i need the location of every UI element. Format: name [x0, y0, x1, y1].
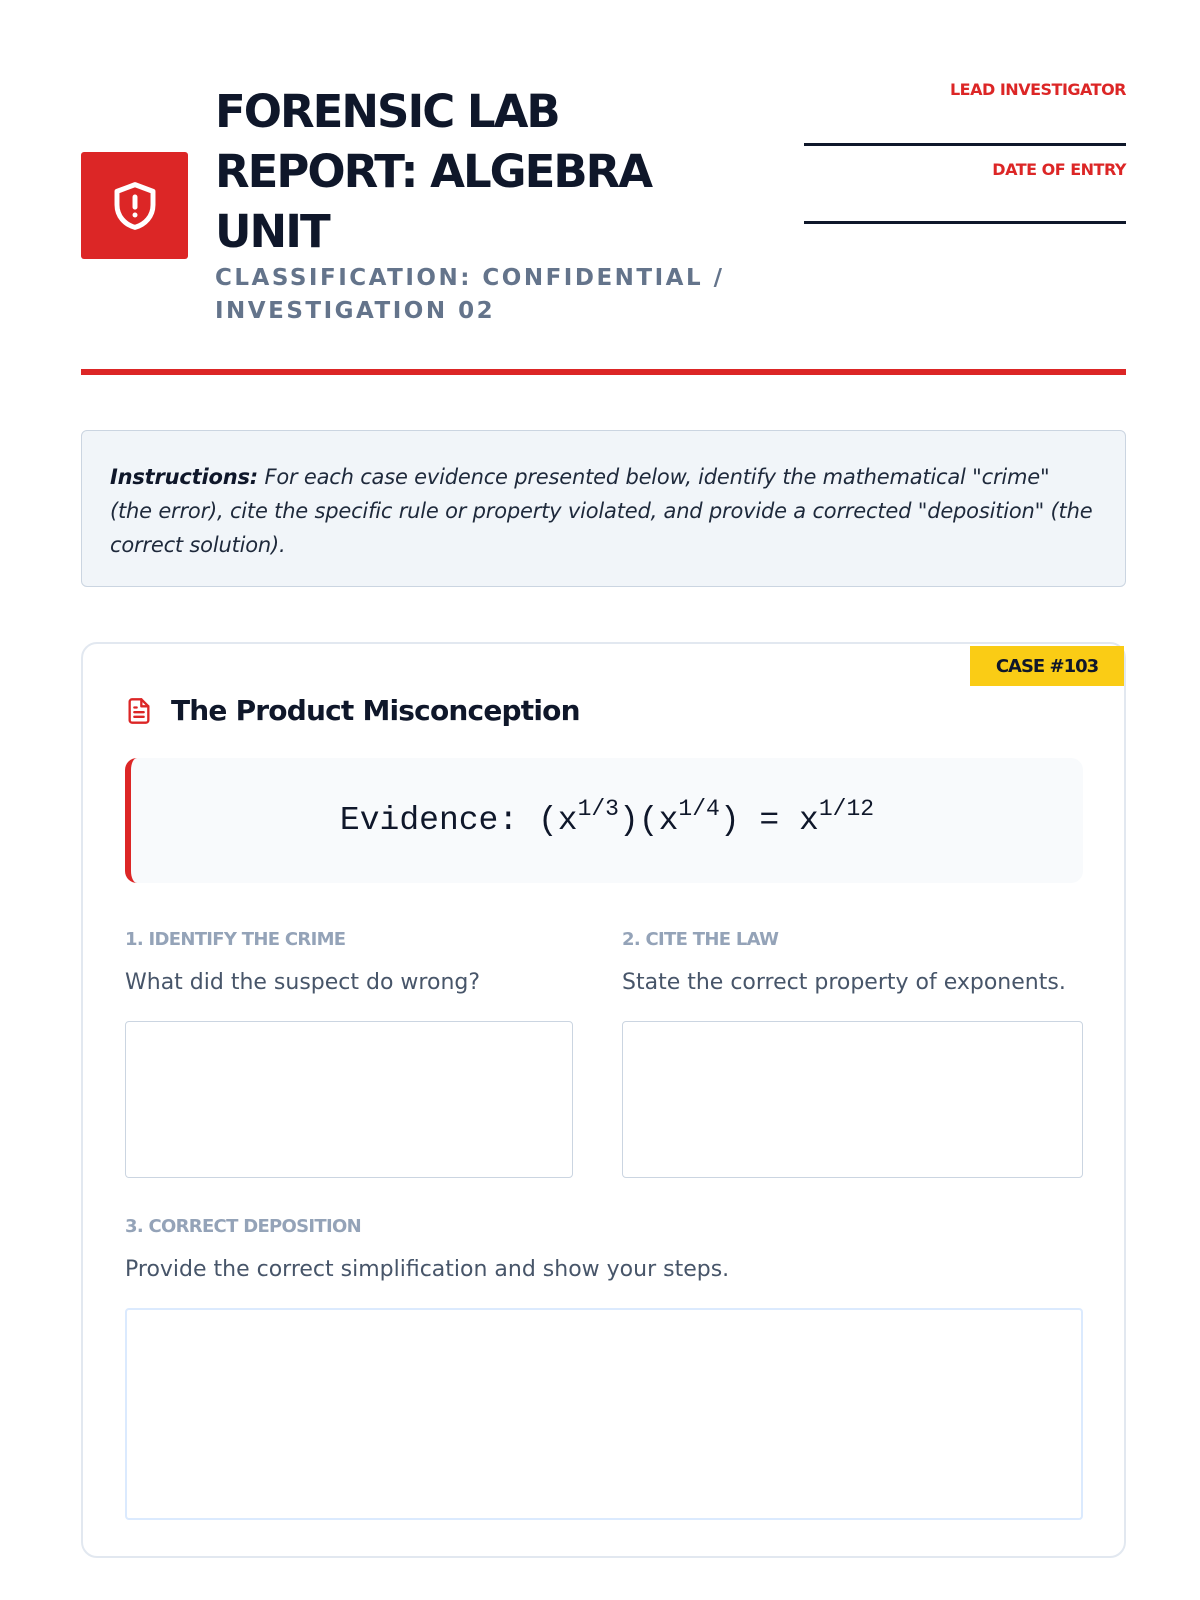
- evidence-expression: Evidence: $(x^{1/3})(x^{1/4}) = x^{1/12}$: [339, 796, 875, 839]
- logo-badge: [81, 152, 188, 259]
- shield-alert-icon: [108, 176, 162, 236]
- answer-box-crime[interactable]: [125, 1021, 573, 1178]
- case-title-row: [125, 694, 580, 727]
- instructions-text: For each case evidence presented below, identify the mathematical "crime" (the error), cite the specific rule or property violated, and provide a corrected "deposition" (the correct solution).: [110, 465, 1093, 557]
- section-prompt-deposition: Provide the correct simplification and show your steps.: [125, 1257, 730, 1282]
- answer-box-law[interactable]: [622, 1021, 1083, 1178]
- case-badge: CASE #103: [970, 646, 1124, 686]
- date-of-entry-label: DATE OF ENTRY: [992, 160, 1126, 179]
- page-subtitle: CLASSIFICATION: CONFIDENTIAL / INVESTIGATION 02: [215, 265, 725, 324]
- exponent-one-fourth: 1/4: [678, 796, 720, 822]
- case-title: The Product Misconception: [171, 694, 580, 727]
- section-label-law: 2. CITE THE LAW: [622, 929, 779, 950]
- instructions-lead: Instructions:: [110, 465, 258, 489]
- lead-investigator-label: LEAD INVESTIGATOR: [949, 80, 1126, 99]
- instructions-box: [81, 430, 1126, 587]
- lead-investigator-line[interactable]: [804, 143, 1126, 146]
- section-prompt-law: State the correct property of exponents.: [622, 970, 1066, 995]
- section-prompt-crime: What did the suspect do wrong?: [125, 970, 481, 995]
- date-of-entry-line[interactable]: [804, 221, 1126, 224]
- case-card: [81, 642, 1126, 1558]
- section-label-deposition: 3. CORRECT DEPOSITION: [125, 1216, 361, 1237]
- section-label-crime: 1. IDENTIFY THE CRIME: [125, 929, 346, 950]
- answer-box-deposition[interactable]: [125, 1308, 1083, 1520]
- exponent-one-twelfth: 1/12: [818, 796, 875, 822]
- page-title: FORENSIC LAB REPORT: ALGEBRA UNIT: [215, 85, 652, 258]
- exponent-one-third: 1/3: [577, 796, 619, 822]
- worksheet-page: [81, 0, 1126, 1600]
- document-icon: [125, 695, 153, 727]
- header-divider: [81, 369, 1126, 375]
- evidence-box: [125, 758, 1083, 883]
